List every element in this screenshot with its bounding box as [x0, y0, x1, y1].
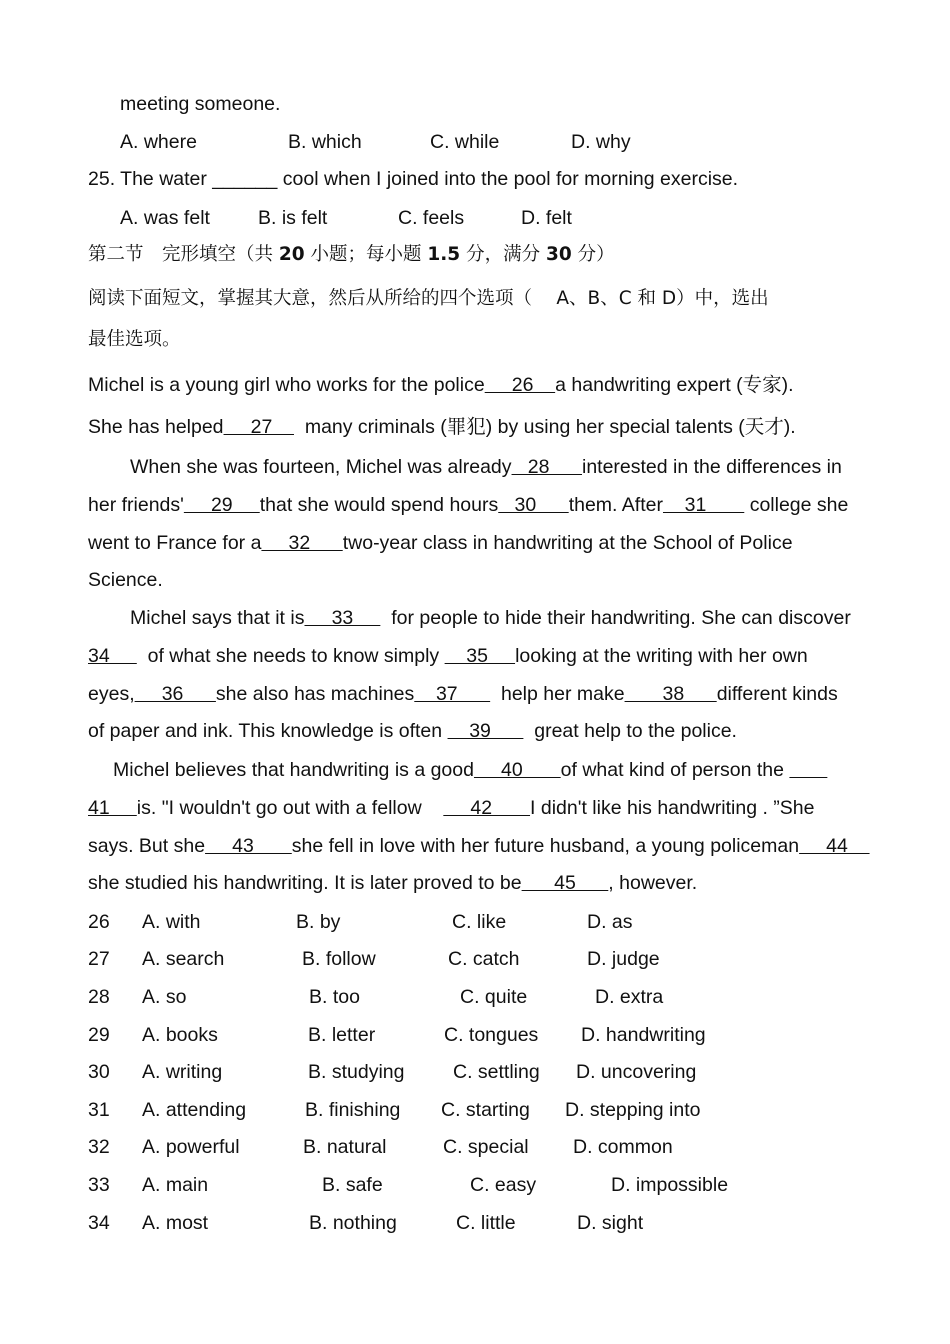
- question-number: 29: [88, 1024, 110, 1046]
- blank-28: 28: [511, 456, 582, 478]
- option-a: A. most: [142, 1212, 209, 1234]
- blank-42: 42: [443, 797, 531, 819]
- option-b: B. letter: [308, 1024, 376, 1046]
- option-a: A. search: [142, 948, 225, 970]
- option-d: D. sight: [577, 1212, 644, 1234]
- blank-29: 29: [183, 494, 260, 516]
- blank-39: 39: [447, 720, 524, 742]
- q25-option-d: D. felt: [521, 207, 572, 229]
- q24-option-d: D. why: [571, 131, 631, 153]
- option-a: A. main: [142, 1174, 209, 1196]
- passage-line: Michel is a young girl who works for the police 26 a handwriting expert (专家).: [88, 374, 794, 396]
- blank-35: 35: [444, 645, 516, 667]
- q25-option-b: B. is felt: [258, 207, 328, 229]
- option-a: A. attending: [142, 1099, 247, 1121]
- option-a: A. powerful: [142, 1136, 240, 1158]
- passage-line: She has helped 27 many criminals (罪犯) by using her special talents (天才).: [88, 416, 796, 438]
- question-number: 34: [88, 1212, 110, 1234]
- q25-stem: 25. The water ______ cool when I joined into the pool for morning exercise.: [88, 168, 739, 190]
- q25-option-a: A. was felt: [120, 207, 210, 229]
- option-c: C. like: [452, 911, 507, 933]
- option-b: B. follow: [302, 948, 376, 970]
- section-heading: 第二节 完形填空（共 20 小题；每小题 1.5 分，满分 30 分）: [88, 244, 615, 265]
- passage-line: Michel says that it is 33 for people to hide their handwriting. She can discover: [130, 607, 851, 629]
- section-instruction: 阅读下面短文，掌握其大意，然后从所给的四个选项（ A、B、C 和 D）中，选出: [88, 288, 769, 309]
- blank-30: 30: [498, 494, 569, 516]
- question-number: 26: [88, 911, 110, 933]
- option-d: D. as: [587, 911, 633, 933]
- blank-45: 45: [521, 872, 609, 894]
- q24-option-a: A. where: [120, 131, 197, 153]
- option-b: B. too: [309, 986, 360, 1008]
- passage-line: says. But she 43 she fell in love with her future husband, a young policeman 44: [88, 835, 870, 857]
- q24-option-c: C. while: [430, 131, 500, 153]
- q24-option-b: B. which: [288, 131, 362, 153]
- blank-27: 27: [223, 416, 294, 438]
- passage-line: of paper and ink. This knowledge is often 39 great help to the police.: [88, 720, 737, 742]
- option-d: D. uncovering: [576, 1061, 697, 1083]
- blank-43: 43: [205, 835, 292, 857]
- option-d: D. stepping into: [565, 1099, 701, 1121]
- blank-41-start: [789, 759, 827, 781]
- blank-26: 26: [484, 374, 556, 396]
- q25-option-c: C. feels: [398, 207, 465, 229]
- blank-37: 37: [414, 683, 491, 705]
- option-d: D. handwriting: [581, 1024, 706, 1046]
- blank-33: 33: [304, 607, 381, 629]
- blank-38: 38: [624, 683, 717, 705]
- option-b: B. by: [296, 911, 341, 933]
- passage-line: Michel believes that handwriting is a good 40 of what kind of person the: [113, 758, 827, 782]
- passage-line: eyes, 36 she also has machines 37 help her make 38 different kinds: [88, 683, 838, 705]
- question-number: 30: [88, 1061, 110, 1083]
- option-a: A. with: [142, 911, 201, 933]
- option-d: D. impossible: [611, 1174, 729, 1196]
- option-c: C. special: [443, 1136, 529, 1158]
- section-instruction-cont: 最佳选项。: [88, 329, 181, 350]
- option-d: D. common: [573, 1136, 673, 1158]
- passage-line: When she was fourteen, Michel was already 28 interested in the differences in: [130, 456, 842, 478]
- blank-44: 44: [799, 835, 870, 857]
- passage-line: she studied his handwriting. It is later proved to be 45 , however.: [88, 872, 698, 894]
- option-c: C. tongues: [444, 1024, 539, 1046]
- option-d: D. judge: [587, 948, 660, 970]
- option-c: C. little: [456, 1212, 516, 1234]
- q24-stem-tail: meeting someone.: [120, 93, 281, 115]
- question-number: 28: [88, 986, 110, 1008]
- passage-line: went to France for a 32 two-year class in handwriting at the School of Police: [88, 532, 793, 554]
- option-c: C. quite: [460, 986, 528, 1008]
- option-a: A. so: [142, 986, 187, 1008]
- option-b: B. safe: [322, 1174, 383, 1196]
- option-d: D. extra: [595, 986, 664, 1008]
- blank-36: 36: [134, 683, 216, 705]
- question-number: 32: [88, 1136, 110, 1158]
- question-number: 33: [88, 1174, 110, 1196]
- blank-32: 32: [261, 532, 343, 554]
- option-c: C. starting: [441, 1099, 530, 1121]
- option-b: B. finishing: [305, 1099, 401, 1121]
- option-a: A. writing: [142, 1061, 223, 1083]
- blank-31: 31: [662, 494, 745, 516]
- question-number: 27: [88, 948, 110, 970]
- passage-line: her friends' 29 that she would spend hours 30 them. After 31 college she: [88, 494, 849, 516]
- blank-41: 41: [88, 797, 137, 819]
- option-b: B. natural: [303, 1136, 387, 1158]
- option-c: C. easy: [470, 1174, 537, 1196]
- option-c: C. catch: [448, 948, 520, 970]
- option-a: A. books: [142, 1024, 218, 1046]
- blank-40: 40: [473, 759, 561, 781]
- blank-34: 34: [88, 645, 137, 667]
- option-c: C. settling: [453, 1061, 540, 1083]
- passage-line: Science.: [88, 569, 163, 591]
- passage-line: 34 of what she needs to know simply 35 looking at the writing with her own: [88, 645, 808, 667]
- option-b: B. nothing: [309, 1212, 397, 1234]
- question-number: 31: [88, 1099, 110, 1121]
- option-b: B. studying: [308, 1061, 405, 1083]
- passage-line: 41 is. "I wouldn't go out with a fellow 42 I didn't like his handwriting . ”She: [88, 797, 815, 819]
